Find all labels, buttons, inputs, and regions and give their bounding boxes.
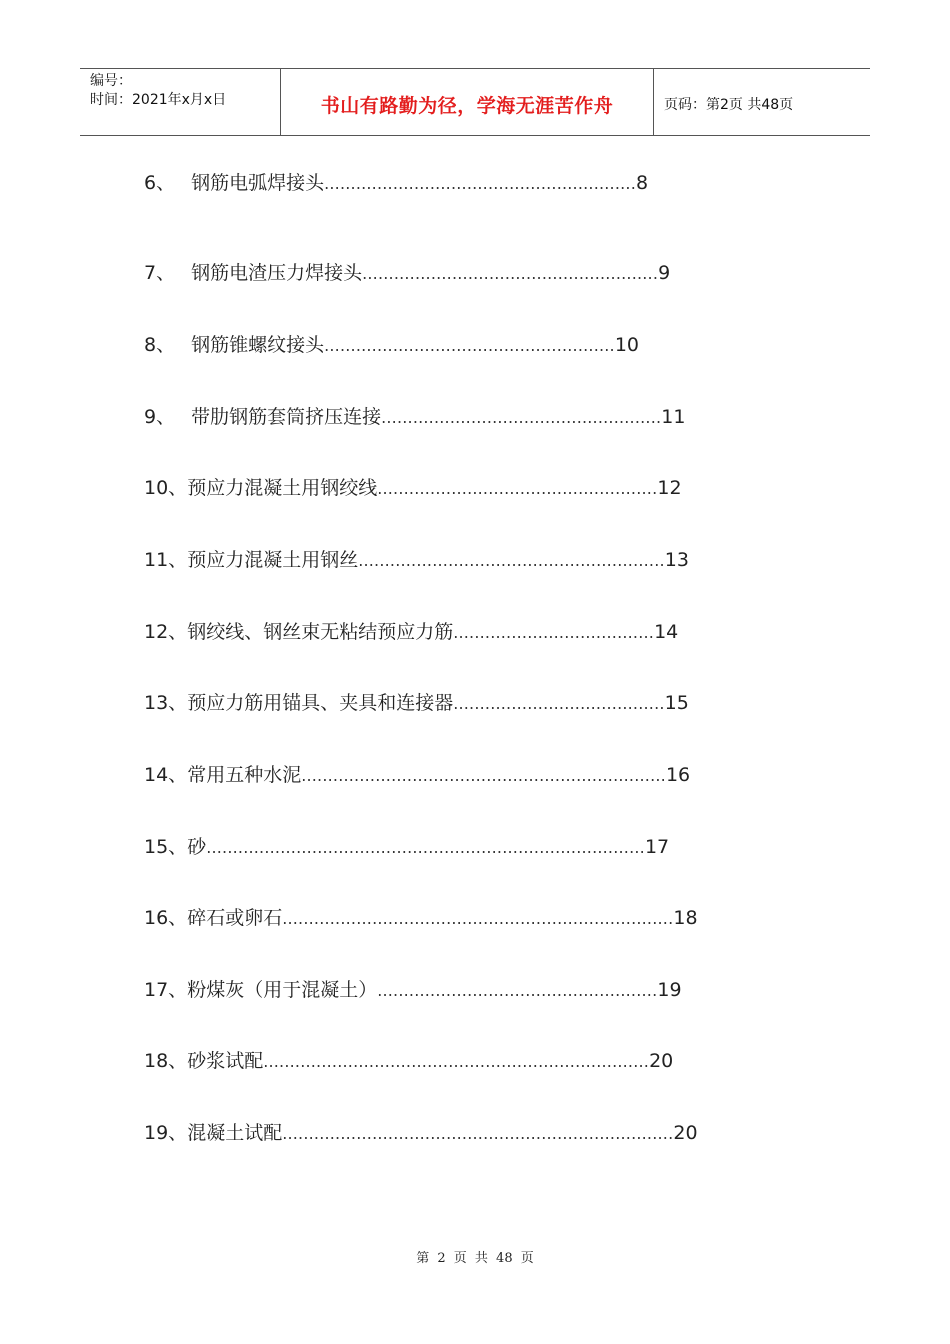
toc-title: 钢筋电渣压力焊接头 <box>191 262 363 284</box>
toc-item[interactable] <box>144 548 689 573</box>
toc-item[interactable] <box>144 1049 673 1074</box>
toc-item[interactable] <box>144 405 685 430</box>
toc-number: 18、 <box>144 1050 188 1072</box>
toc-leader: ........................................ <box>453 694 665 713</box>
toc-number: 17、 <box>144 979 188 1001</box>
toc-title: 预应力混凝土用钢丝 <box>187 549 359 571</box>
page-footer: 第 2 页 共 48 页 <box>416 1251 534 1266</box>
toc-page-number: 12 <box>657 477 682 499</box>
toc-leader: ......................................................................... <box>263 1052 650 1071</box>
toc-title: 混凝土试配 <box>187 1122 283 1144</box>
toc-leader: .......................................................................... <box>282 1124 674 1143</box>
toc-leader: ..................................................... <box>377 981 658 1000</box>
toc-page-number: 14 <box>654 621 679 643</box>
time-label: 时间：2021年x月x日 <box>90 92 227 108</box>
toc-item[interactable] <box>144 171 648 196</box>
toc-page-number: 18 <box>673 907 698 929</box>
toc-title: 砂 <box>187 836 207 858</box>
toc-leader: ........................................................... <box>324 174 636 193</box>
toc-number: 12、 <box>144 621 188 643</box>
toc-title: 常用五种水泥 <box>187 764 302 786</box>
header-motto: 书山有路勤为径，学海无涯苦作舟 <box>281 69 654 135</box>
toc-leader: .......................................................................... <box>282 909 674 928</box>
toc-page-number: 16 <box>665 764 691 786</box>
toc-page-number: 11 <box>661 406 686 428</box>
toc-number: 10、 <box>144 477 188 499</box>
toc-page-number: 20 <box>649 1050 674 1072</box>
toc-page-number: 15 <box>664 692 689 714</box>
toc-page-number: 19 <box>657 979 682 1001</box>
toc-title: 钢筋锥螺纹接头 <box>191 334 325 356</box>
toc-number: 13、 <box>144 692 188 714</box>
toc-title: 粉煤灰（用于混凝土） <box>187 979 378 1001</box>
page-header <box>80 68 870 136</box>
toc-leader: ................................................................................... <box>206 838 645 857</box>
toc-page-number: 17 <box>644 836 670 858</box>
toc-item[interactable] <box>144 691 689 716</box>
toc-title: 碎石或卵石 <box>187 907 283 929</box>
toc-item[interactable] <box>144 763 690 788</box>
toc-item[interactable] <box>144 1121 698 1146</box>
toc-page-number: 8 <box>635 172 649 194</box>
toc-number: 6、 <box>144 172 176 194</box>
toc-title: 砂浆试配 <box>187 1050 264 1072</box>
toc-number: 15、 <box>144 836 188 858</box>
toc-number: 8、 <box>144 334 176 356</box>
toc-leader: ..................................................... <box>381 408 662 427</box>
toc-item[interactable] <box>144 333 639 358</box>
toc-title: 钢绞线、钢丝束无粘结预应力筋 <box>187 621 454 643</box>
toc-page-number: 10 <box>614 334 640 356</box>
toc-page-number: 20 <box>673 1122 698 1144</box>
toc-title: 预应力混凝土用钢绞线 <box>187 477 378 499</box>
toc-number: 9、 <box>144 406 176 428</box>
toc-number: 7、 <box>144 262 176 284</box>
toc-item[interactable] <box>144 476 682 501</box>
number-label: 编号： <box>90 73 132 89</box>
toc-item[interactable] <box>144 835 669 860</box>
toc-page-number: 13 <box>664 549 689 571</box>
header-page-info: 页码：第2页 共48页 <box>664 97 794 113</box>
toc-title: 预应力筋用锚具、夹具和连接器 <box>187 692 454 714</box>
toc-leader: ..................................................................... <box>301 766 666 785</box>
toc-number: 19、 <box>144 1122 188 1144</box>
toc-item[interactable] <box>144 906 698 931</box>
toc-title: 带肋钢筋套筒挤压连接 <box>191 406 382 428</box>
toc-item[interactable] <box>144 978 682 1003</box>
toc-number: 14、 <box>144 764 188 786</box>
toc-page-number: 9 <box>658 262 671 284</box>
toc-title: 钢筋电弧焊接头 <box>191 172 325 194</box>
toc-leader: ..................................................... <box>377 479 658 498</box>
toc-leader: ....................................................... <box>324 336 615 355</box>
toc-item[interactable] <box>144 261 670 286</box>
toc-item[interactable] <box>144 620 678 645</box>
toc-number: 16、 <box>144 907 188 929</box>
toc-number: 11、 <box>144 549 188 571</box>
header-meta <box>80 69 281 135</box>
toc-leader: .......................................................... <box>358 551 665 570</box>
toc-leader: ...................................... <box>453 623 655 642</box>
toc-leader: ........................................................ <box>362 264 659 283</box>
